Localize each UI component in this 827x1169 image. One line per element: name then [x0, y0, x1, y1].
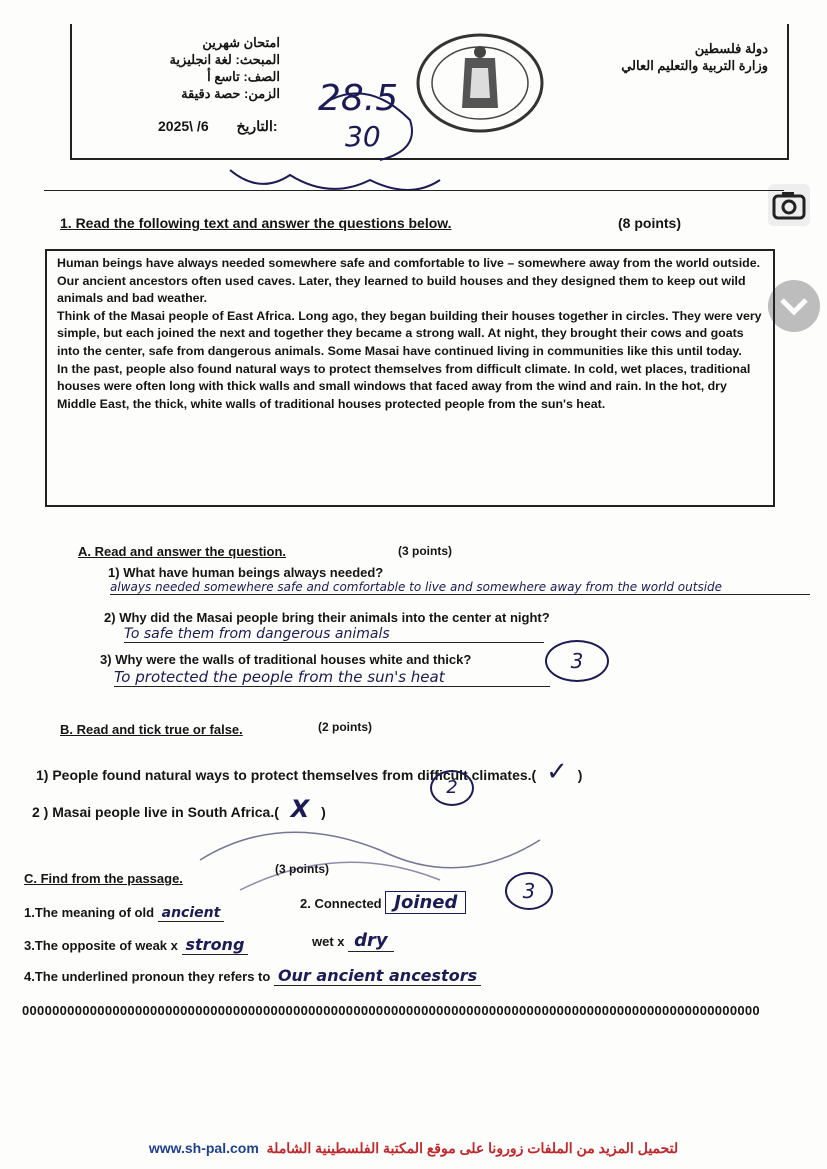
- exam-info-line-4: الزمن: حصة دقيقة: [181, 86, 280, 101]
- section1-title: [60, 215, 452, 231]
- checkmark-icon: ✓: [546, 757, 568, 787]
- passage-paragraph-1: Human beings have always needed somewhere safe and comfortable to live – somewhere away from the world outside. Our ancient ancestors often used caves. Later, they learned to build houses and they designed them to keep out wild animals and bad weather.: [57, 256, 761, 306]
- item-answer: strong: [182, 935, 249, 955]
- reading-passage: [45, 249, 775, 507]
- statement-close: ): [321, 804, 326, 820]
- question-text: Why did the Masai people bring their animals into the center at night?: [119, 610, 550, 625]
- item-label: 4.The underlined pronoun they refers to: [24, 969, 271, 984]
- pen-scribble: [180, 800, 600, 910]
- statement-close: ): [577, 767, 583, 783]
- partB-title: [60, 722, 243, 737]
- cross-mark-icon: X: [290, 795, 310, 823]
- passage-paragraph-2: Think of the Masai people of East Africa. Long ago, they began building their houses together in circles. They were very simple, but each joined the next and together they became a strong wall. At night, they brought their cows and goats into the center, safe from dangerous animals. Some Masai have continued living in communities like this until today.: [57, 308, 762, 358]
- item-answer: dry: [348, 930, 394, 952]
- header-divider: [44, 190, 784, 191]
- ministry-line-2: وزارة التربية والتعليم العالي: [621, 58, 768, 73]
- partB-points: (2 points): [318, 720, 372, 734]
- partA-question-3: [100, 652, 471, 667]
- partC-points: (3 points): [275, 862, 329, 876]
- passage-paragraph-3: In the past, people also found natural ways to protect themselves from difficult climate. In cold, wet places, traditional houses were often long with thick walls and small windows that faced away from the wind and rain. In the hot, dry Middle East, the thick, white walls of traditional houses protected people from the sun's heat.: [57, 361, 751, 411]
- score-out-of: 30: [345, 120, 381, 153]
- partA-question-1: [108, 565, 383, 580]
- exam-info-line-1: امتحان شهرين: [202, 35, 280, 50]
- exam-info-line-3: الصف: تاسع أ: [207, 69, 280, 84]
- question-number: 3): [100, 652, 112, 667]
- section1-title-text: 1. Read the following text and answer the questions below.: [60, 215, 452, 231]
- partA-score: 3: [545, 640, 609, 682]
- item-answer: ancient: [158, 905, 225, 922]
- partC-title: [24, 871, 183, 886]
- statement-text: 1) People found natural ways to protect themselves from difficult climates.(: [36, 767, 537, 783]
- footer: [0, 1140, 827, 1157]
- score-scribble: [220, 60, 520, 210]
- date-value: 2025\ /6: [158, 118, 209, 134]
- footer-url[interactable]: www.sh-pal.com: [148, 1140, 259, 1156]
- question-number: 1): [108, 565, 120, 580]
- partC-score: 3: [505, 872, 553, 910]
- partA-points: (3 points): [398, 544, 452, 558]
- item-answer: Our ancient ancestors: [274, 966, 481, 986]
- question-text: Why were the walls of traditional houses white and thick?: [115, 652, 472, 667]
- item-label: wet x: [312, 934, 345, 949]
- score-total: 28.5: [318, 78, 399, 119]
- zeros-divider: 00000000000000000000000000000000000000000000000000000000000000000000000000000000000000000000000000: [22, 1003, 760, 1018]
- partB-title-text: B. Read and tick true or false.: [60, 722, 243, 737]
- partC-item-3: [24, 935, 248, 954]
- partC-title-text: C. Find from the passage.: [24, 871, 183, 886]
- question-number: 2): [104, 610, 116, 625]
- item-label: 3.The opposite of weak x: [24, 938, 178, 953]
- partC-item-4: [24, 966, 481, 985]
- partA-title-text: A. Read and answer the question.: [78, 544, 287, 559]
- partC-item-3b: [312, 930, 394, 951]
- partA-question-2: [104, 610, 550, 625]
- exam-info-line-2: المبحث: لغة انجليزية: [169, 52, 280, 67]
- ministry-line-1: دولة فلسطين: [694, 41, 768, 56]
- item-label: 1.The meaning of old: [24, 905, 155, 920]
- question-text: What have human beings always needed?: [123, 565, 384, 580]
- chevron-down-icon[interactable]: [768, 280, 820, 332]
- section1-points: (8 points): [618, 215, 681, 231]
- partB-score: 2: [430, 770, 474, 806]
- partA-answer-3: To protected the people from the sun's heat: [114, 668, 550, 687]
- item-label: 2. Connected: [300, 896, 382, 911]
- statement-text: 2 ) Masai people live in South Africa.(: [32, 804, 279, 820]
- partB-item-1: [36, 757, 582, 787]
- partA-answer-2: To safe them from dangerous animals: [124, 626, 544, 643]
- partA-title: [78, 544, 286, 559]
- partA-answer-1: always needed somewhere safe and comfortable to live and somewhere away from the world outside: [110, 580, 810, 595]
- date-label: التاريخ:: [236, 118, 278, 134]
- item-answer: Joined: [385, 891, 466, 914]
- ministry-block: [608, 40, 768, 74]
- footer-arabic: لتحميل المزيد من الملفات زورونا على موقع المكتبة الفلسطينية الشاملة: [266, 1140, 679, 1156]
